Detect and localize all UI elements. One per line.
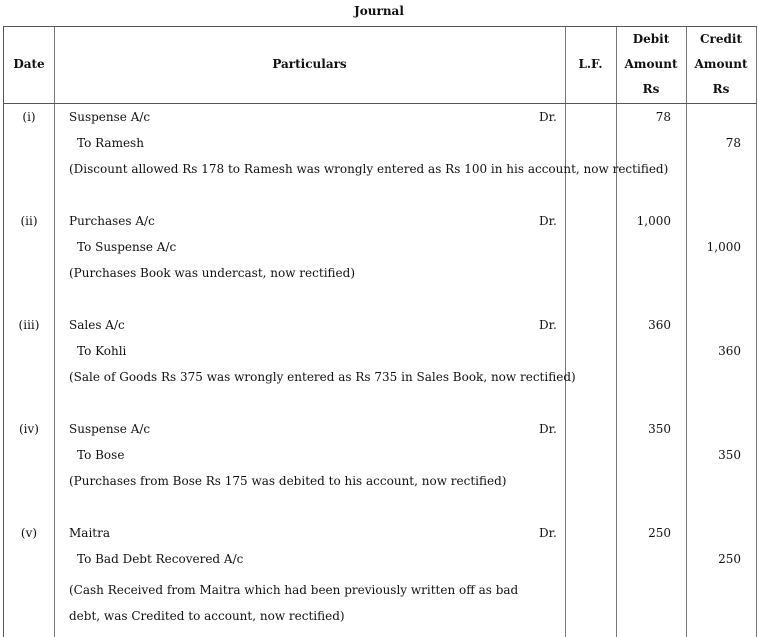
header-credit-line1: Credit xyxy=(700,32,742,46)
entry-dr-marker: Dr. xyxy=(539,526,557,540)
header-debit-line2: Amount xyxy=(624,57,678,71)
entry-dr-marker: Dr. xyxy=(539,422,557,436)
entry-dr-marker: Dr. xyxy=(539,214,557,228)
entry-dr-marker: Dr. xyxy=(539,318,557,332)
header-credit-line2: Amount xyxy=(694,57,748,71)
entry-credit-account: To Suspense A/c xyxy=(77,240,177,254)
column-divider xyxy=(565,27,566,637)
entry-date: (v) xyxy=(20,526,38,540)
header-lf: L.F. xyxy=(578,57,603,71)
entry-date: (iii) xyxy=(18,318,40,332)
header-particulars: Particulars xyxy=(272,57,347,71)
entry-dr-marker: Dr. xyxy=(539,110,557,124)
journal-title: Journal xyxy=(354,4,404,18)
entry-credit-amount: 78 xyxy=(725,136,741,150)
entry-credit-account: To Bad Debt Recovered A/c xyxy=(77,552,244,566)
journal-table xyxy=(3,26,757,637)
entry-date: (i) xyxy=(22,110,36,124)
column-divider xyxy=(756,27,757,637)
entry-debit-amount: 1,000 xyxy=(636,214,671,228)
entry-debit-account: Sales A/c xyxy=(69,318,125,332)
entry-debit-amount: 360 xyxy=(648,318,671,332)
entry-debit-account: Purchases A/c xyxy=(69,214,155,228)
column-divider xyxy=(686,27,687,637)
entry-debit-account: Maitra xyxy=(69,526,110,540)
entry-narration: (Discount allowed Rs 178 to Ramesh was wrongly entered as Rs 100 in his account, now rectified) xyxy=(69,162,669,176)
entry-credit-account: To Ramesh xyxy=(77,136,144,150)
entry-debit-amount: 78 xyxy=(655,110,671,124)
header-debit-line3: Rs xyxy=(642,82,660,96)
entry-narration: (Purchases Book was undercast, now rectified) xyxy=(69,266,355,280)
entry-credit-account: To Bose xyxy=(77,448,125,462)
entry-date: (iv) xyxy=(19,422,39,436)
entry-date: (ii) xyxy=(20,214,38,228)
header-debit-line1: Debit xyxy=(632,32,670,46)
entry-credit-amount: 350 xyxy=(718,448,741,462)
entry-narration: (Sale of Goods Rs 375 was wrongly entered as Rs 735 in Sales Book, now rectified) xyxy=(69,370,576,384)
column-divider xyxy=(54,27,55,637)
entry-narration: (Purchases from Bose Rs 175 was debited to his account, now rectified) xyxy=(69,474,507,488)
entry-narration: (Cash Received from Maitra which had been previously written off as bad debt, was Credited to account, now rectified) xyxy=(69,583,519,623)
entry-credit-amount: 250 xyxy=(718,552,741,566)
entry-credit-account: To Kohli xyxy=(77,344,127,358)
entry-credit-amount: 360 xyxy=(718,344,741,358)
entry-debit-account: Suspense A/c xyxy=(69,422,151,436)
header-divider xyxy=(4,103,757,104)
header-date: Date xyxy=(13,57,45,71)
entry-debit-account: Suspense A/c xyxy=(69,110,151,124)
entry-debit-amount: 250 xyxy=(648,526,671,540)
entry-debit-amount: 350 xyxy=(648,422,671,436)
header-credit-line3: Rs xyxy=(712,82,730,96)
entry-credit-amount: 1,000 xyxy=(706,240,741,254)
